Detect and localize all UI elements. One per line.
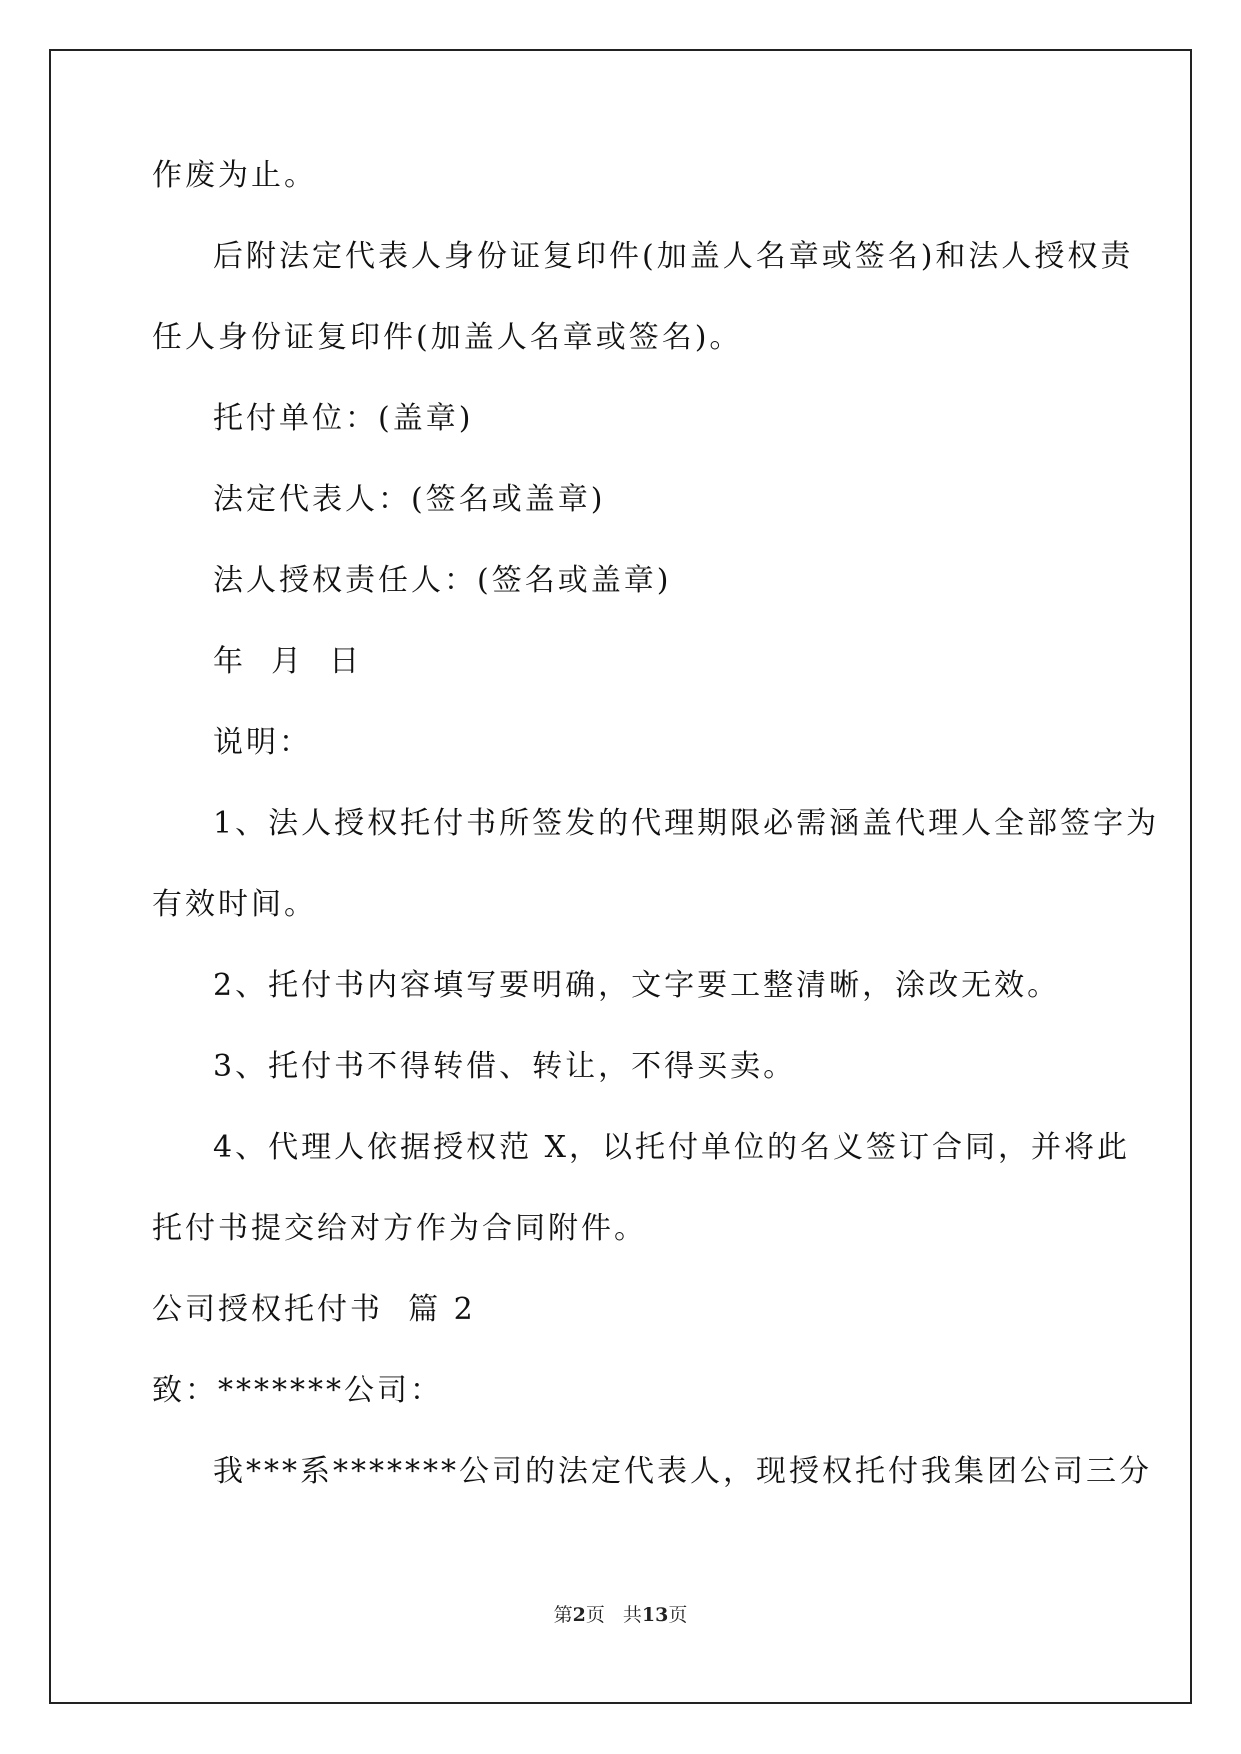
text-line: 作废为止。 (152, 158, 317, 193)
text-line: 托付书提交给对方作为合同附件。 (152, 1211, 647, 1246)
text-line: 任人身份证复印件(加盖人名章或签名)。 (152, 320, 743, 355)
footer-prefix: 第 (553, 1604, 573, 1626)
text-line: 2、托付书内容填写要明确，文字要工整清晰，涂改无效。 (213, 968, 1061, 1003)
text-line: 后附法定代表人身份证复印件(加盖人名章或签名)和法人授权责 (213, 239, 1134, 274)
text-line: 托付单位：(盖章) (213, 401, 474, 436)
text-line: 3、托付书不得转借、转让，不得买卖。 (213, 1049, 797, 1084)
footer-page-number: 2 (572, 1604, 586, 1626)
text-line: 法人授权责任人：(签名或盖章) (213, 563, 672, 598)
text-line: 说明： (213, 725, 312, 760)
text-line: 1、法人授权托付书所签发的代理期限必需涵盖代理人全部签字为 (213, 806, 1160, 841)
footer-page-suffix: 页 (585, 1604, 605, 1626)
footer-total-pages: 13 (641, 1604, 669, 1626)
text-line: 法定代表人：(签名或盖章) (213, 482, 606, 517)
text-line: 我***系*******公司的法定代表人，现授权托付我集团公司三分 (213, 1454, 1152, 1489)
document-body (152, 158, 1160, 1537)
footer-total-prefix: 共 (622, 1604, 642, 1626)
section-heading: 公司授权托付书 篇 2 (152, 1292, 476, 1327)
text-line: 致：*******公司： (152, 1373, 443, 1408)
page-footer (0, 1600, 1241, 1627)
text-line: 年 月 日 (213, 644, 363, 679)
text-line: 有效时间。 (152, 887, 317, 922)
text-line: 4、代理人依据授权范 X，以托付单位的名义签订合同，并将此 (213, 1130, 1130, 1165)
footer-total-suffix: 页 (668, 1604, 688, 1626)
